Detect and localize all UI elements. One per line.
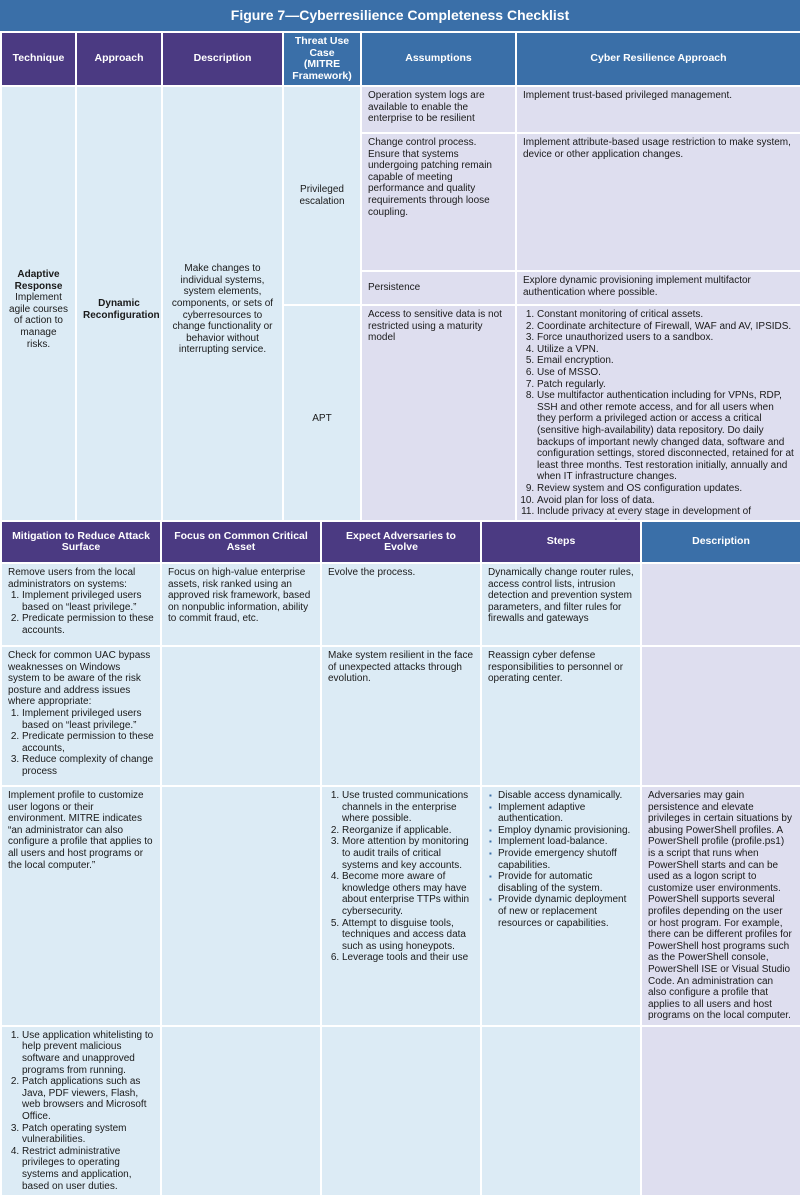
- list-item: 6. Leverage tools and their use: [342, 952, 474, 964]
- list-item: 7. Patch regularly.: [537, 379, 794, 391]
- assumption-3: Persistence: [361, 271, 516, 305]
- technique-text: Implement agile courses of action to manage risks.: [9, 292, 68, 350]
- row1-evolve: Evolve the process.: [321, 563, 481, 646]
- header-description: Description: [162, 32, 283, 86]
- list-item: 3. More attention by monitoring to audit trails of critical systems and key accounts.: [342, 836, 474, 871]
- list-item: 10. Avoid plan for loss of data.: [537, 495, 794, 507]
- list-item: 2. Reorganize if applicable.: [342, 825, 474, 837]
- header-threat-use-case: Threat Use Case (MITRE Framework): [283, 32, 361, 86]
- row4-description: [641, 1026, 800, 1196]
- list-item: 5. Attempt to disguise tools, techniques and access data such as using honeypots.: [342, 918, 474, 953]
- list-item: ▪ Provide emergency shutoff capabilities.: [498, 848, 634, 871]
- approach-cell: Dynamic Reconfiguration: [76, 86, 162, 533]
- row1-mitigation: [1, 563, 161, 646]
- list-item: 4. Utilize a VPN.: [537, 344, 794, 356]
- approach-2: Implement attribute-based usage restriction to make system, device or other application changes.: [516, 133, 800, 271]
- row3-focus: [161, 786, 321, 1026]
- list-item: ▪ Disable access dynamically.: [498, 790, 634, 802]
- list-item: 8. Use multifactor authentication including for VPNs, RDP, SSH and other remote access, and for all users when they perform a privileged action or access a critical (sensitive high-availability) data repository. Do daily backups of important newly changed data, software and configuration settings, stored disconnected, retained for at least three months. Test restoration initially, annually and when IT infrastructure changes.: [537, 390, 794, 483]
- list-item: 9. Review system and OS configuration updates.: [537, 483, 794, 495]
- row1-description: [641, 563, 800, 646]
- list-item: ▪ Provide dynamic deployment of new or replacement resources or capabilities.: [498, 894, 634, 929]
- row3-mitigation: Implement profile to customize user logons or their environment. MITRE indicates “an administrator can also configure a profile that applies to all users and host programs or the local computer.”: [1, 786, 161, 1026]
- assumption-1: Operation system logs are available to enable the enterprise to be resilient: [361, 86, 516, 133]
- approach-1: Implement trust-based privileged management.: [516, 86, 800, 133]
- row4-evolve: [321, 1026, 481, 1196]
- technique-cell: [1, 86, 76, 533]
- row2-mitigation-intro: Check for common UAC bypass weaknesses on Windows system to be aware of the risk posture and address issues where appropriate:: [8, 650, 151, 708]
- list-item: 3. Force unauthorized users to a sandbox.: [537, 332, 794, 344]
- header-technique: Technique: [1, 32, 76, 86]
- row3-description: Adversaries may gain persistence and elevate privileges in certain situations by abusing PowerShell profiles. A PowerShell profile (profile.ps1) is a script that runs when PowerShell starts and can be used as a logon script to customize user environments. PowerShell supports several profiles depending on the user or host program. For example, there can be different profiles for PowerShell host programs such as the PowerShell console, PowerShell ISE or Visual Studio Code. An administration can also configure a profile that applies to all users and host programs on the local computer.: [641, 786, 800, 1026]
- list-item: ▪ Provide for automatic disabling of the system.: [498, 871, 634, 894]
- row2-evolve: Make system resilient in the face of unexpected attacks through evolution.: [321, 646, 481, 786]
- list-item: 3. Patch operating system vulnerabilities.: [22, 1123, 154, 1146]
- header-steps: Steps: [481, 521, 641, 563]
- row2-mitigation: [1, 646, 161, 786]
- apt-approach-list: [523, 309, 794, 529]
- header-approach: Approach: [76, 32, 162, 86]
- row4-steps: [481, 1026, 641, 1196]
- list-item: ▪ Implement adaptive authentication.: [498, 802, 634, 825]
- list-item: 2. Predicate permission to these accounts,: [22, 731, 154, 754]
- list-item: 11. Include privacy at every stage in development of: [537, 506, 794, 529]
- list-item: 5. Email encryption.: [537, 355, 794, 367]
- threat-privileged-escalation: Privileged escalation: [283, 86, 361, 305]
- row3-steps: [481, 786, 641, 1026]
- description-cell: Make changes to individual systems, system elements, components, or sets of cyberresources to change functionality or behavior without interrupting service.: [162, 86, 283, 533]
- row2-description: [641, 646, 800, 786]
- list-item: 1. Use application whitelisting to help prevent malicious software and unapproved programs from running.: [22, 1030, 154, 1076]
- row1-steps: Dynamically change router rules, access control lists, intrusion detection and prevention system parameters, and filter rules for firewalls and gateways: [481, 563, 641, 646]
- assumption-4: Access to sensitive data is not restricted using a maturity model: [361, 305, 516, 533]
- list-item: 4. Become more aware of knowledge others may have about enterprise TTPs within cybersecurity.: [342, 871, 474, 917]
- list-item: 2. Patch applications such as Java, PDF viewers, Flash, web browsers and Microsoft Office.: [22, 1076, 154, 1122]
- technique-title: Adaptive Response: [14, 269, 63, 292]
- threat-apt: APT: [283, 305, 361, 533]
- list-item: 1. Constant monitoring of critical assets.: [537, 309, 794, 321]
- row4-focus: [161, 1026, 321, 1196]
- row1-focus: Focus on high-value enterprise assets, risk ranked using an approved risk framework, based on nonpublic information, ability to commit fraud, etc.: [161, 563, 321, 646]
- assumption-2: Change control process. Ensure that systems undergoing patching remain capable of meeting performance and quality requirements through loose coupling.: [361, 133, 516, 271]
- approach-3: Explore dynamic provisioning implement multifactor authentication where possible.: [516, 271, 800, 305]
- list-item: 3. Reduce complexity of change process: [22, 754, 154, 777]
- list-item: ▪ Implement load-balance.: [498, 836, 634, 848]
- header-cyber-resilience-approach: Cyber Resilience Approach: [516, 32, 800, 86]
- list-item: ▪ Employ dynamic provisioning.: [498, 825, 634, 837]
- list-item: 2. Predicate permission to these accounts.: [22, 613, 154, 636]
- list-item: 2. Coordinate architecture of Firewall, WAF and AV, IPSIDS.: [537, 321, 794, 333]
- header-assumptions: Assumptions: [361, 32, 516, 86]
- list-item: 4. Restrict administrative privileges to operating systems and application, based on user duties.: [22, 1146, 154, 1192]
- header-description-2: Description: [641, 521, 800, 563]
- row3-evolve: [321, 786, 481, 1026]
- header-expect-adversaries: Expect Adversaries to Evolve: [321, 521, 481, 563]
- row2-focus: [161, 646, 321, 786]
- checklist-table-bottom: [0, 520, 800, 1197]
- figure-title: Figure 7—Cyberresilience Completeness Checklist: [0, 0, 800, 31]
- checklist-table-top: [0, 31, 800, 534]
- header-mitigation: Mitigation to Reduce Attack Surface: [1, 521, 161, 563]
- list-item: 1. Implement privileged users based on “least privilege.”: [22, 708, 154, 731]
- header-focus-critical-asset: Focus on Common Critical Asset: [161, 521, 321, 563]
- list-item: 1. Use trusted communications channels in the enterprise where possible.: [342, 790, 474, 825]
- apt-approach-cell: [516, 305, 800, 533]
- list-item: 6. Use of MSSO.: [537, 367, 794, 379]
- row4-mitigation: [1, 1026, 161, 1196]
- row2-steps: Reassign cyber defense responsibilities to personnel or operating center.: [481, 646, 641, 786]
- row1-mitigation-intro: Remove users from the local administrators on systems:: [8, 567, 136, 590]
- list-item: 1. Implement privileged users based on “least privilege.”: [22, 590, 154, 613]
